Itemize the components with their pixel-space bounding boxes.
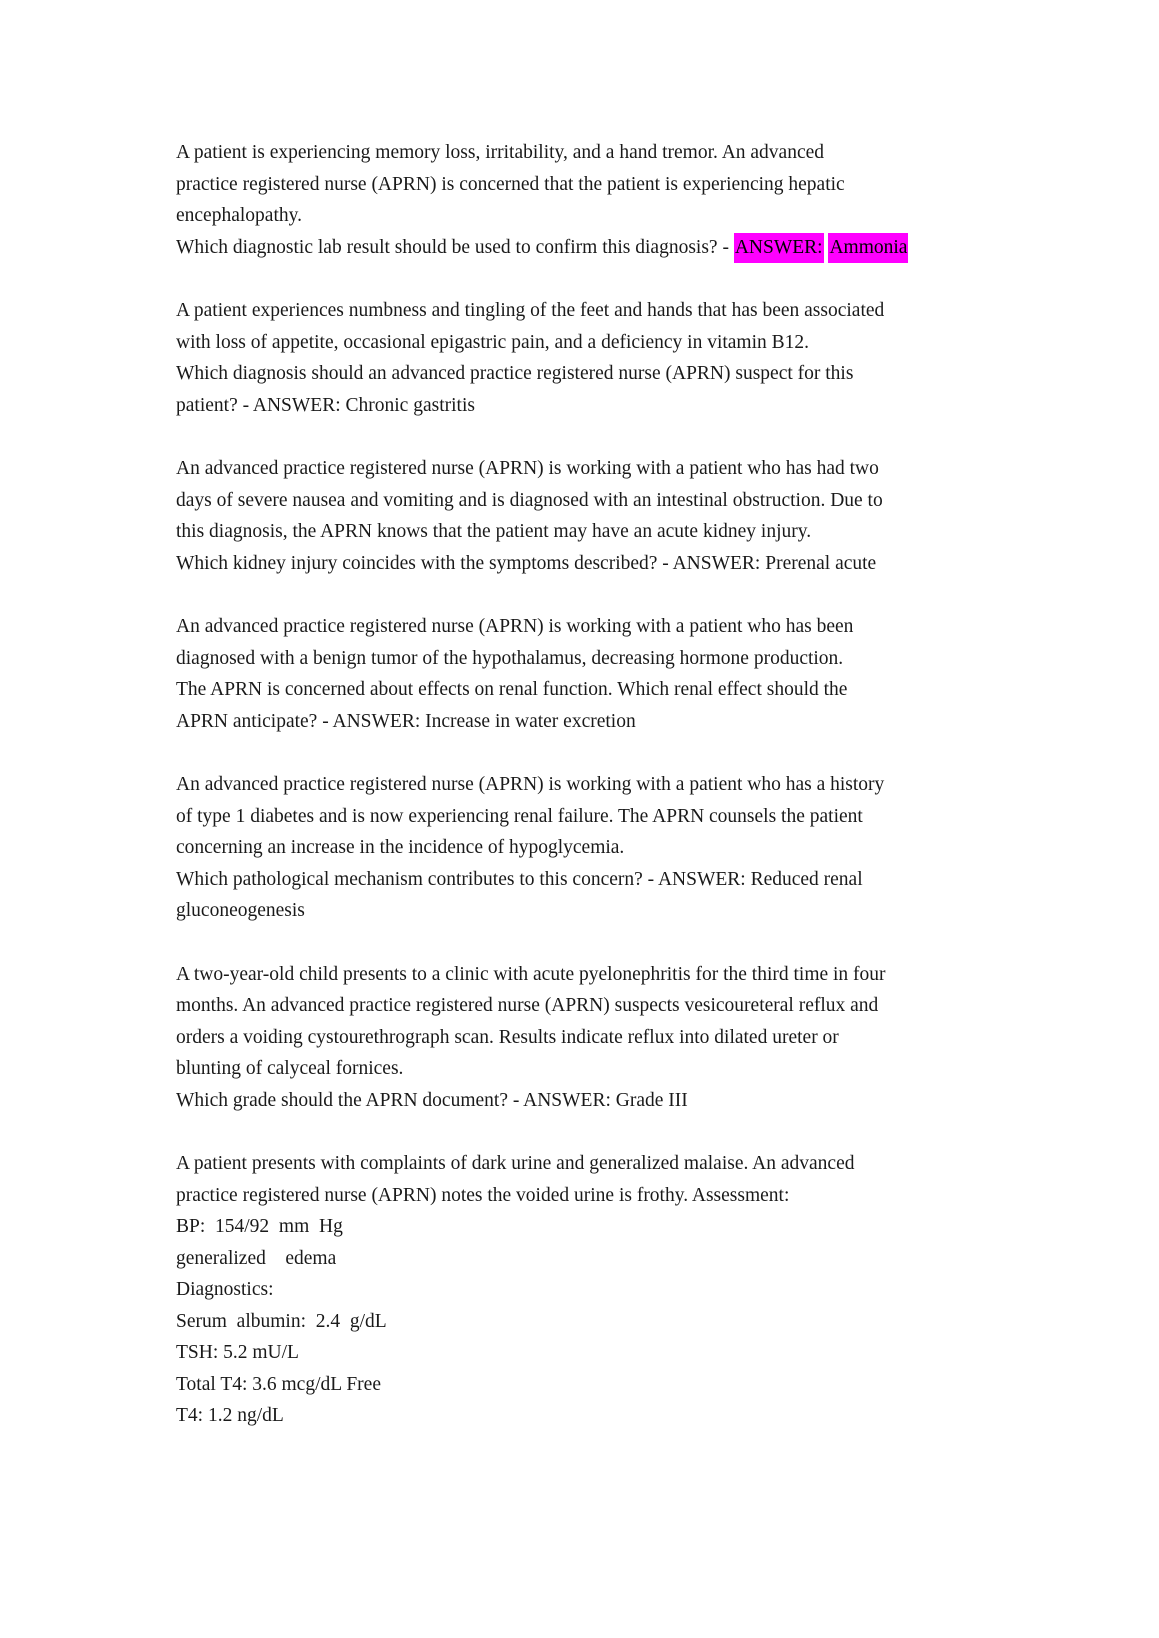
- question-line: encephalopathy.: [176, 205, 302, 226]
- question-line: of type 1 diabetes and is now experiencing renal failure. The APRN counsels the patient: [176, 805, 863, 827]
- document-body: [176, 137, 996, 1464]
- question-line: practice registered nurse (APRN) notes the voided urine is frothy. Assessment:: [176, 1184, 790, 1206]
- question-line: this diagnosis, the APRN knows that the patient may have an acute kidney injury.: [176, 521, 812, 542]
- question-line: Which grade should the APRN document? - ANSWER: Grade III: [176, 1089, 688, 1111]
- question-line: APRN anticipate? - ANSWER: Increase in water excretion: [176, 710, 636, 732]
- question-line: patient? - ANSWER: Chronic gastritis: [176, 394, 475, 416]
- assessment-line: T4: 1.2 ng/dL: [176, 1405, 284, 1426]
- question-line: The APRN is concerned about effects on renal function. Which renal effect should the: [176, 679, 848, 700]
- highlighted-answer-text: Ammonia: [828, 233, 908, 263]
- qa-item: [176, 611, 996, 737]
- question-line: months. An advanced practice registered nurse (APRN) suspects vesicoureteral reflux and: [176, 995, 879, 1016]
- assessment-line: Total T4: 3.6 mcg/dL Free: [176, 1373, 381, 1395]
- question-line: gluconeogenesis: [176, 900, 305, 921]
- question-line: with loss of appetite, occasional epigastric pain, and a deficiency in vitamin B12.: [176, 331, 810, 353]
- question-line: An advanced practice registered nurse (APRN) is working with a patient who has a history: [176, 774, 885, 795]
- question-line: practice registered nurse (APRN) is concerned that the patient is experiencing hepatic: [176, 173, 845, 195]
- qa-item: [176, 295, 996, 421]
- qa-item: [176, 1148, 996, 1432]
- question-line: An advanced practice registered nurse (APRN) is working with a patient who has been: [176, 616, 854, 637]
- question-line: A patient experiences numbness and tingling of the feet and hands that has been associated: [176, 300, 885, 321]
- assessment-line: TSH: 5.2 mU/L: [176, 1342, 299, 1363]
- qa-item: [176, 453, 996, 579]
- question-answer-line: [176, 232, 996, 264]
- highlighted-answer-label: ANSWER:: [734, 233, 824, 263]
- question-line: An advanced practice registered nurse (APRN) is working with a patient who has had two: [176, 458, 879, 479]
- qa-item: [176, 959, 996, 1117]
- qa-item: [176, 769, 996, 927]
- question-line: diagnosed with a benign tumor of the hypothalamus, decreasing hormone production.: [176, 647, 844, 669]
- assessment-line: Diagnostics:: [176, 1279, 274, 1300]
- assessment-line: generalized edema: [176, 1247, 337, 1269]
- question-line: A patient presents with complaints of dark urine and generalized malaise. An advanced: [176, 1153, 855, 1174]
- question-line: days of severe nausea and vomiting and is diagnosed with an intestinal obstruction. Due to: [176, 489, 883, 511]
- qa-item: [176, 137, 996, 263]
- question-line: concerning an increase in the incidence of hypoglycemia.: [176, 837, 625, 858]
- question-line: Which kidney injury coincides with the symptoms described? - ANSWER: Prerenal acute: [176, 552, 877, 574]
- question-line: A patient is experiencing memory loss, irritability, and a hand tremor. An advanced: [176, 142, 825, 163]
- question-line: A two-year-old child presents to a clinic with acute pyelonephritis for the third time in four: [176, 963, 886, 985]
- question-line: Which diagnosis should an advanced practice registered nurse (APRN) suspect for this: [176, 363, 854, 384]
- question-line: blunting of calyceal fornices.: [176, 1058, 404, 1079]
- question-line: Which pathological mechanism contributes to this concern? - ANSWER: Reduced renal: [176, 868, 863, 890]
- assessment-line: Serum albumin: 2.4 g/dL: [176, 1310, 387, 1332]
- question-line: orders a voiding cystourethrograph scan. Results indicate reflux into dilated ureter or: [176, 1026, 839, 1048]
- assessment-line: BP: 154/92 mm Hg: [176, 1216, 343, 1237]
- question-prompt: Which diagnostic lab result should be used to confirm this diagnosis? -: [176, 236, 734, 258]
